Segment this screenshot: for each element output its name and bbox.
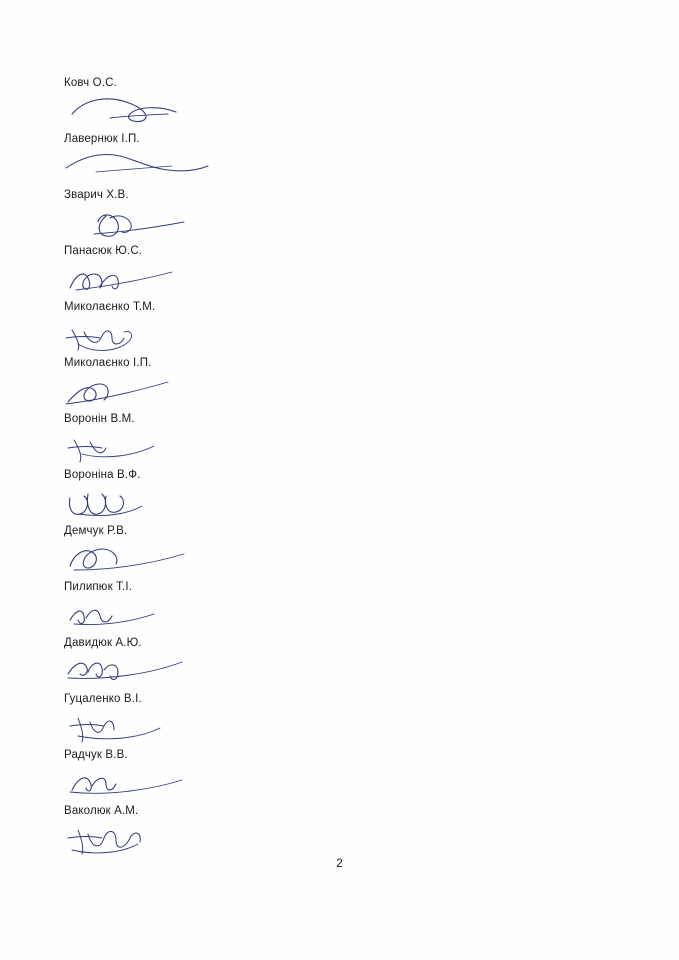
signatory-name: Панасюк Ю.С.: [64, 245, 143, 257]
list-item: [64, 524, 364, 580]
signatory-name: Ковч О.С.: [64, 77, 117, 89]
signature-mark-icon: [64, 816, 254, 860]
signatory-name: Лавернюк І.П.: [64, 133, 140, 145]
signature-mark-icon: [64, 88, 254, 132]
signature-mark-icon: [64, 704, 254, 748]
signatory-name: Миколаєнко Т.М.: [64, 301, 156, 313]
signature-mark-icon: [64, 312, 254, 356]
signature-mark-icon: [64, 200, 254, 244]
signature-list: [64, 76, 364, 860]
signatory-name: Миколаєнко І.П.: [64, 357, 152, 369]
signature-mark-icon: [64, 480, 254, 524]
signatory-name: Вороніна В.Ф.: [64, 469, 141, 481]
signature-mark-icon: [64, 368, 254, 412]
list-item: [64, 748, 364, 804]
list-item: [64, 636, 364, 692]
signature-mark-icon: [64, 648, 254, 692]
signatory-name: Демчук Р.В.: [64, 525, 128, 537]
list-item: [64, 188, 364, 244]
list-item: [64, 76, 364, 132]
list-item: [64, 244, 364, 300]
signatory-name: Радчук В.В.: [64, 749, 128, 761]
signatory-name: Зварич Х.В.: [64, 189, 129, 201]
signature-mark-icon: [64, 760, 254, 804]
list-item: [64, 300, 364, 356]
list-item: [64, 692, 364, 748]
list-item: [64, 132, 364, 188]
signatory-name: Ваколюк А.М.: [64, 805, 139, 817]
list-item: [64, 412, 364, 468]
signature-mark-icon: [64, 144, 254, 188]
signature-mark-icon: [64, 536, 254, 580]
signatory-name: Воронін В.М.: [64, 413, 135, 425]
signatory-name: Давидюк А.Ю.: [64, 637, 142, 649]
list-item: [64, 804, 364, 860]
signatory-name: Гуцаленко В.І.: [64, 693, 142, 705]
page-number: 2: [336, 856, 343, 870]
list-item: [64, 468, 364, 524]
list-item: [64, 580, 364, 636]
signature-mark-icon: [64, 592, 254, 636]
signature-mark-icon: [64, 256, 254, 300]
list-item: [64, 356, 364, 412]
signatory-name: Пилипюк Т.І.: [64, 581, 133, 593]
signature-mark-icon: [64, 424, 254, 468]
